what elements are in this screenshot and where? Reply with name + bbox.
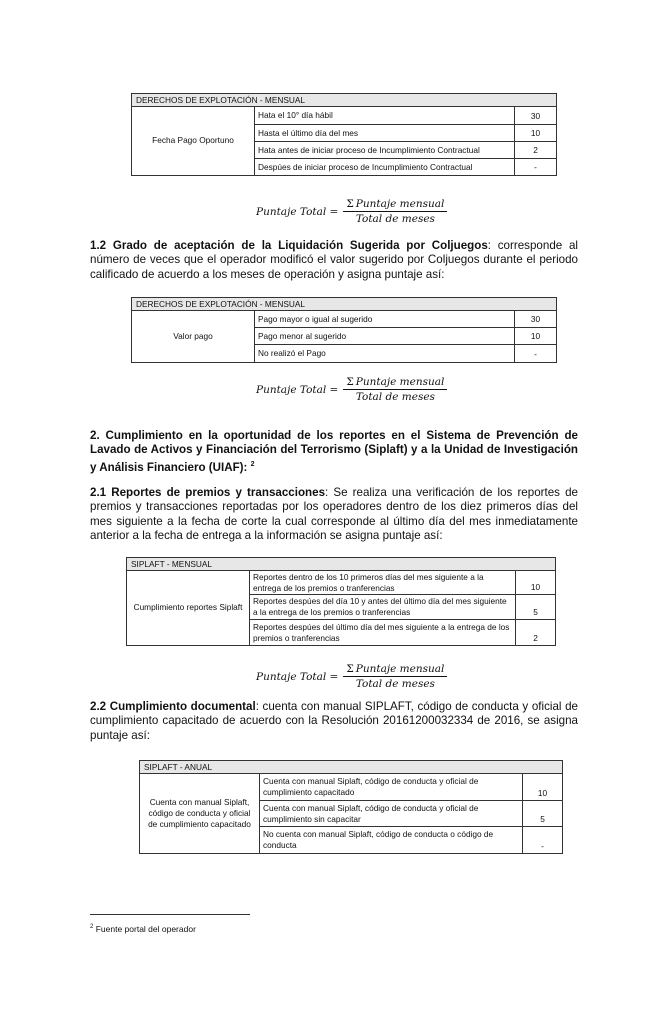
row-score: - — [522, 827, 562, 853]
table-row — [255, 345, 556, 362]
row-score: 10 — [514, 328, 556, 344]
row-description: Despúes de iniciar proceso de Incumplimiento Contractual — [258, 161, 473, 172]
sigma-symbol: Σ — [346, 198, 354, 210]
table-header: SIPLAFT - MENSUAL — [127, 558, 555, 571]
table-header: DERECHOS DE EXPLOTACIÓN - MENSUAL — [132, 94, 556, 107]
row-score: - — [514, 345, 556, 362]
row-description: Cuenta con manual Siplaft, código de conducta y oficial de cumplimiento capacitado — [263, 776, 479, 797]
row-description: Hasta el último día del mes — [258, 127, 359, 138]
section-2-title: 2. Cumplimiento en la oportunidad de los reportes en el Sistema de Prevención de Lavado de Activos y Financiación del Terrorismo (Siplaft) y a la Unidad de Investigación y Análisis Financiero (UIAF): — [90, 429, 578, 474]
section-2-2-paragraph — [90, 700, 578, 743]
section-2-heading — [90, 429, 578, 475]
row-description: No cuenta con manual Siplaft, código de conducta o código de conducta — [263, 829, 494, 850]
formula-fraction — [343, 376, 447, 403]
footnote-number: 2 — [90, 924, 94, 931]
row-score: 30 — [514, 107, 556, 124]
formula-numerator: Puntaje mensual — [355, 376, 445, 388]
row-score: - — [514, 159, 556, 175]
table-row-label: Cumplimiento reportes Siplaft — [127, 571, 250, 645]
row-score: 5 — [522, 801, 562, 826]
section-1-2-paragraph — [90, 239, 578, 282]
formula-lhs: Puntaje Total = — [256, 205, 339, 218]
section-2-1-text: : Se realiza una verificación de los reportes de premios y transacciones reportadas por los operadores dentro de los diez primeros días del mes siguiente a la fecha de corte la cual corresponde al último día del mes inmediatamente anterior a la fecha de entrega a la información se asigna puntaje así: — [90, 486, 578, 543]
sigma-symbol: Σ — [346, 376, 354, 388]
section-2-2-title: 2.2 Cumplimiento documental — [90, 700, 256, 713]
row-description: Reportes dentro de los 10 primeros días del mes siguiente a la entrega de los premios o tranferencias — [253, 571, 484, 593]
section-1-2-text: : corresponde al número de veces que el operador modificó el valor sugerido por Coljuegos durante el periodo calificado de acuerdo a los meses de operación y asigna puntaje así: — [90, 239, 578, 281]
section-1-2-title: 1.2 Grado de aceptación de la Liquidación Sugerida por Coljuegos — [90, 239, 488, 252]
table-row — [250, 620, 555, 645]
table-row — [255, 159, 556, 175]
table-siplaft-mensual — [126, 557, 556, 646]
table-row — [260, 774, 562, 801]
section-2-1-title: 2.1 Reportes de premios y transacciones — [90, 486, 326, 499]
table-header: DERECHOS DE EXPLOTACIÓN - MENSUAL — [132, 298, 556, 311]
formula-denominator: Total de meses — [355, 391, 435, 403]
table-row — [255, 142, 556, 159]
row-score: 2 — [514, 142, 556, 158]
row-description: Reportes despúes del último día del mes siguiente a la entrega de los premios o tranferencias — [253, 621, 510, 643]
row-score: 10 — [522, 774, 562, 800]
score-formula — [256, 376, 447, 403]
row-description: Hata antes de iniciar proceso de Incumplimiento Contractual — [258, 144, 480, 155]
table-row — [250, 571, 555, 595]
formula-denominator: Total de meses — [355, 213, 435, 225]
table-header: SIPLAFT - ANUAL — [140, 761, 562, 774]
sigma-symbol: Σ — [346, 663, 354, 675]
row-score: 10 — [515, 571, 555, 594]
formula-denominator: Total de meses — [355, 678, 435, 690]
formula-fraction — [343, 198, 447, 225]
table-derechos-valor-pago — [131, 297, 557, 363]
formula-numerator: Puntaje mensual — [355, 663, 445, 675]
section-2-1-paragraph — [90, 486, 578, 544]
table-row — [255, 125, 556, 142]
table-row — [250, 595, 555, 620]
formula-lhs: Puntaje Total = — [256, 383, 339, 396]
footnote — [90, 924, 196, 934]
row-score: 10 — [514, 125, 556, 141]
formula-fraction — [343, 663, 447, 690]
section-2-2-text: : cuenta con manual SIPLAFT, código de conducta y oficial de cumplimiento capacitado de acuerdo con la Resolución 20161200032334 de 2016, se asigna puntaje así: — [90, 700, 578, 742]
score-formula — [256, 198, 447, 225]
formula-numerator: Puntaje mensual — [355, 198, 445, 210]
row-score: 5 — [515, 595, 555, 619]
row-description: Hata el 10° día hábil — [258, 110, 333, 121]
row-description: Pago mayor o igual al sugerido — [258, 313, 373, 324]
table-row-label: Valor pago — [132, 311, 255, 362]
table-row — [255, 107, 556, 125]
score-formula — [256, 663, 447, 690]
footnote-ref: 2 — [250, 460, 255, 468]
row-description: Reportes despúes del día 10 y antes del último día del mes siguiente a la entrega de los premios o tranferencias — [253, 596, 507, 617]
row-score: 30 — [514, 311, 556, 327]
row-description: Pago menor al sugerido — [258, 330, 347, 341]
row-score: 2 — [515, 620, 555, 645]
footnote-text: Fuente portal del operador — [95, 924, 196, 934]
footnote-separator — [90, 914, 250, 915]
table-row — [255, 328, 556, 345]
formula-lhs: Puntaje Total = — [256, 670, 339, 683]
row-description: No realizó el Pago — [258, 348, 326, 359]
table-siplaft-anual — [139, 760, 563, 854]
table-row-label: Cuenta con manual Siplaft, código de conducta y oficial de cumplimiento capacitado — [140, 774, 260, 853]
table-row — [260, 827, 562, 853]
table-row — [260, 801, 562, 827]
row-description: Cuenta con manual Siplaft, código de conducta y oficial de cumplimiento sin capacitar — [263, 802, 479, 824]
table-row — [255, 311, 556, 328]
table-derechos-fecha-pago — [131, 93, 557, 176]
table-row-label: Fecha Pago Oportuno — [132, 107, 255, 175]
